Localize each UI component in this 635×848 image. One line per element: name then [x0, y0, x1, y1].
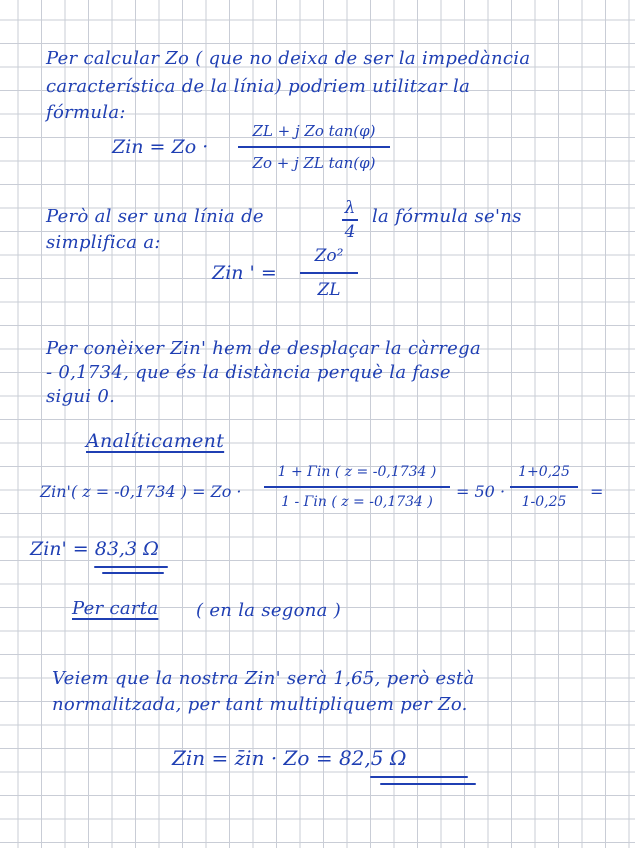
lambda-symbol: λ: [344, 198, 356, 218]
formula-2-lhs: Zin ' =: [212, 262, 277, 284]
analytic-fraction-1: [264, 464, 450, 510]
formula-1-lhs: Zin = Zo ·: [112, 136, 209, 158]
formula-2-denominator: ZL: [317, 280, 341, 300]
analytic-result: Zin' = 83,3 Ω: [30, 538, 159, 560]
result-underline-2: [102, 572, 164, 574]
chart-final: Zin = z̄in · Zo = 82,5 Ω: [172, 746, 407, 770]
fraction-bar: [300, 272, 358, 274]
lambda-over-four: [342, 198, 358, 242]
intro-line-1: Per calcular Zo ( que no deixa de ser la impedància: [46, 48, 531, 69]
shift-line-1: Per conèixer Zin' hem de desplaçar la càrrega: [46, 338, 481, 359]
chart-line-2: normalitzada, per tant multipliquem per Zo.: [52, 694, 468, 715]
intro-line-2: característica de la línia) podriem utilitzar la: [46, 76, 471, 97]
chart-heading: Per carta: [72, 598, 159, 619]
analytic-denominator-1: 1 - Γin ( z = -0,1734 ): [281, 494, 433, 510]
chart-note: ( en la segona ): [196, 600, 342, 621]
intro-line-3: fórmula:: [46, 102, 126, 123]
simplify-line-1b: la fórmula se'ns: [372, 206, 522, 227]
simplify-line-2: simplifica a:: [46, 232, 161, 253]
result-underline: [94, 566, 168, 568]
analytic-denominator-2: 1-0,25: [521, 494, 567, 510]
formula-1-denominator: Zo + j ZL tan(φ): [252, 154, 376, 172]
chart-line-1: Veiem que la nostra Zin' serà 1,65, però està: [52, 668, 475, 689]
shift-line-3: sigui 0.: [46, 386, 116, 407]
simplify-line-1: Però al ser una línia de: [46, 206, 264, 227]
fraction-bar: [510, 486, 578, 488]
fraction-bar: [342, 219, 358, 221]
shift-line-2: - 0,1734, que és la distància perquè la fase: [46, 362, 451, 383]
analytic-fraction-2: [510, 464, 578, 510]
analytic-numerator-2: 1+0,25: [518, 464, 570, 480]
analytic-end: =: [590, 482, 604, 501]
formula-2-fraction: [300, 246, 358, 300]
analytic-lhs: Zin'( z = -0,1734 ) = Zo ·: [40, 482, 242, 501]
formula-2-numerator: Zo²: [314, 246, 344, 266]
final-underline-2: [380, 783, 476, 785]
analytic-heading: Analíticament: [86, 430, 225, 452]
denominator-four: 4: [344, 222, 356, 242]
analytic-numerator-1: 1 + Γin ( z = -0,1734 ): [277, 464, 437, 480]
fraction-bar: [238, 146, 390, 148]
analytic-mid: = 50 ·: [456, 482, 506, 501]
formula-1-numerator: ZL + j Zo tan(φ): [252, 122, 376, 140]
final-underline: [370, 776, 468, 778]
formula-1-fraction: [238, 122, 390, 172]
fraction-bar: [264, 486, 450, 488]
